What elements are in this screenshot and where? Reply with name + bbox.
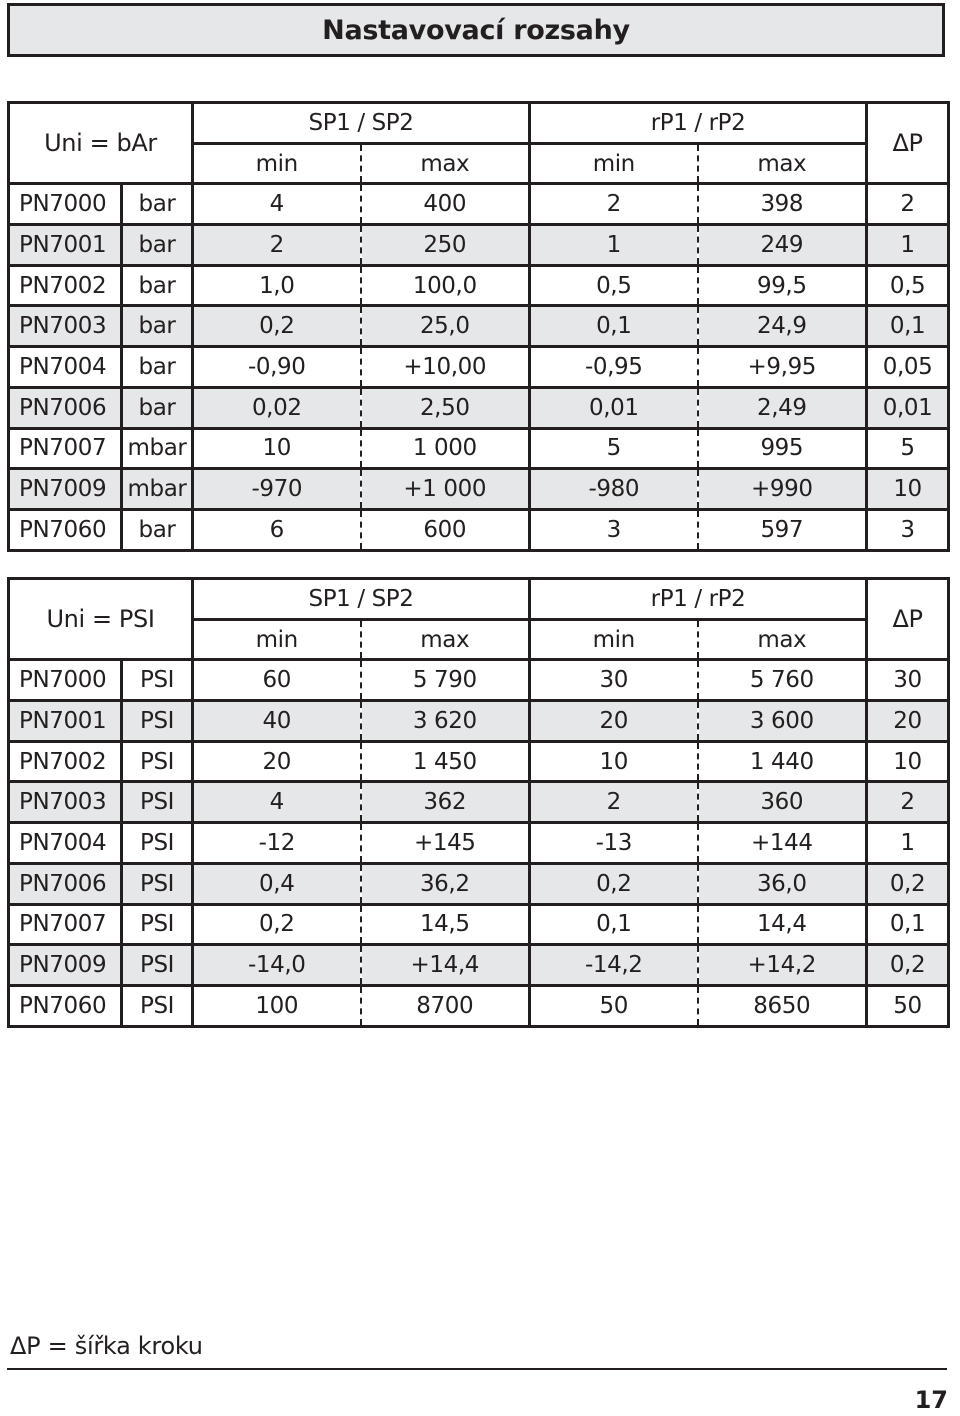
model-cell: PN7002 <box>9 741 122 782</box>
rp-max-cell: 1 440 <box>698 741 867 782</box>
delta-p-cell: 0,1 <box>867 904 949 945</box>
model-cell: PN7009 <box>9 945 122 986</box>
delta-p-header: ΔP <box>867 579 949 660</box>
sp-max-cell: 600 <box>361 509 530 550</box>
model-cell: PN7004 <box>9 823 122 864</box>
sp-max-cell: 2,50 <box>361 387 530 428</box>
table-row <box>9 823 949 864</box>
sp-max-cell: 3 620 <box>361 701 530 742</box>
table-row <box>9 782 949 823</box>
table-row <box>9 509 949 550</box>
table-row <box>9 428 949 469</box>
rp-min-cell: -13 <box>530 823 698 864</box>
table-row <box>9 660 949 701</box>
delta-p-cell: 0,5 <box>867 265 949 306</box>
rp-max-cell: +144 <box>698 823 867 864</box>
delta-p-cell: 30 <box>867 660 949 701</box>
sp-min-cell: 0,2 <box>193 306 361 347</box>
table-row <box>9 387 949 428</box>
rp-min-cell: -980 <box>530 469 698 510</box>
rp-max-cell: 14,4 <box>698 904 867 945</box>
rp-max-cell: 8650 <box>698 985 867 1026</box>
rp-max-cell: 36,0 <box>698 863 867 904</box>
delta-p-cell: 2 <box>867 782 949 823</box>
delta-p-cell: 10 <box>867 741 949 782</box>
rp-max-cell: +9,95 <box>698 347 867 388</box>
sp-min-cell: -14,0 <box>193 945 361 986</box>
model-cell: PN7009 <box>9 469 122 510</box>
group-header-sp: SP1 / SP2 <box>193 579 530 620</box>
model-cell: PN7006 <box>9 387 122 428</box>
model-cell: PN7060 <box>9 985 122 1026</box>
header-row-groups <box>9 103 949 144</box>
unit-cell: bar <box>122 184 193 225</box>
model-cell: PN7007 <box>9 904 122 945</box>
rp-max-header: max <box>757 150 807 177</box>
sp-min-cell: 6 <box>193 509 361 550</box>
sp-min-cell: -0,90 <box>193 347 361 388</box>
rp-max-header: max <box>757 626 807 653</box>
page-number: 17 <box>914 1386 948 1414</box>
sp-min-cell: 1,0 <box>193 265 361 306</box>
unit-cell: bar <box>122 387 193 428</box>
model-cell: PN7001 <box>9 225 122 266</box>
rp-max-cell: 398 <box>698 184 867 225</box>
sp-min-cell: 100 <box>193 985 361 1026</box>
sp-min-cell: -12 <box>193 823 361 864</box>
sp-max-cell: 1 450 <box>361 741 530 782</box>
unit-cell: mbar <box>122 469 193 510</box>
group-header-rp: rP1 / rP2 <box>530 103 867 144</box>
rp-min-cell: 50 <box>530 985 698 1026</box>
table-row <box>9 225 949 266</box>
unit-cell: bar <box>122 225 193 266</box>
unit-cell: PSI <box>122 823 193 864</box>
sp-max-cell: 8700 <box>361 985 530 1026</box>
model-cell: PN7007 <box>9 428 122 469</box>
uni-label: Uni = bAr <box>9 103 193 184</box>
table-row <box>9 985 949 1026</box>
rp-max-cell: +14,2 <box>698 945 867 986</box>
model-cell: PN7003 <box>9 306 122 347</box>
model-cell: PN7003 <box>9 782 122 823</box>
table-row <box>9 863 949 904</box>
rp-min-cell: 3 <box>530 509 698 550</box>
sp-max-cell: 100,0 <box>361 265 530 306</box>
rp-min-cell: 30 <box>530 660 698 701</box>
sp-min-cell: 2 <box>193 225 361 266</box>
sp-max-cell: 36,2 <box>361 863 530 904</box>
model-cell: PN7006 <box>9 863 122 904</box>
rp-max-cell: 597 <box>698 509 867 550</box>
model-cell: PN7000 <box>9 184 122 225</box>
unit-cell: PSI <box>122 660 193 701</box>
sp-min-cell: 4 <box>193 782 361 823</box>
unit-cell: PSI <box>122 782 193 823</box>
uni-label: Uni = PSI <box>9 579 193 660</box>
unit-cell: mbar <box>122 428 193 469</box>
unit-cell: PSI <box>122 945 193 986</box>
table-row <box>9 265 949 306</box>
sp-min-cell: 4 <box>193 184 361 225</box>
model-cell: PN7060 <box>9 509 122 550</box>
table-row <box>9 469 949 510</box>
delta-p-cell: 1 <box>867 225 949 266</box>
table-row <box>9 741 949 782</box>
unit-cell: bar <box>122 509 193 550</box>
group-header-sp: SP1 / SP2 <box>193 103 530 144</box>
sp-max-cell: +10,00 <box>361 347 530 388</box>
sp-min-cell: 60 <box>193 660 361 701</box>
rp-min-header: min <box>530 143 698 184</box>
rp-min-cell: 2 <box>530 184 698 225</box>
unit-cell: PSI <box>122 904 193 945</box>
delta-p-cell: 0,01 <box>867 387 949 428</box>
rp-min-cell: -14,2 <box>530 945 698 986</box>
model-cell: PN7004 <box>9 347 122 388</box>
sp-min-cell: 10 <box>193 428 361 469</box>
rp-min-header: min <box>530 619 698 660</box>
setting-range-table-bar <box>7 101 950 552</box>
model-cell: PN7001 <box>9 701 122 742</box>
delta-p-cell: 10 <box>867 469 949 510</box>
sp-max-header: max <box>361 619 530 660</box>
rp-max-cell: 99,5 <box>698 265 867 306</box>
rp-min-cell: 10 <box>530 741 698 782</box>
header-row-groups <box>9 579 949 620</box>
page-title: Nastavovací rozsahy <box>7 3 945 57</box>
delta-p-cell: 20 <box>867 701 949 742</box>
delta-p-header: ΔP <box>867 103 949 184</box>
delta-p-cell: 3 <box>867 509 949 550</box>
rp-max-cell: 24,9 <box>698 306 867 347</box>
rp-max-cell: 5 760 <box>698 660 867 701</box>
sp-max-cell: +1 000 <box>361 469 530 510</box>
table-row <box>9 184 949 225</box>
unit-cell: bar <box>122 306 193 347</box>
sp-min-cell: 40 <box>193 701 361 742</box>
sp-min-cell: 20 <box>193 741 361 782</box>
sp-max-cell: +14,4 <box>361 945 530 986</box>
delta-p-cell: 0,2 <box>867 945 949 986</box>
rp-min-cell: 20 <box>530 701 698 742</box>
unit-cell: PSI <box>122 985 193 1026</box>
model-cell: PN7002 <box>9 265 122 306</box>
table-row <box>9 306 949 347</box>
model-cell: PN7000 <box>9 660 122 701</box>
delta-p-cell: 50 <box>867 985 949 1026</box>
rp-min-cell: 0,5 <box>530 265 698 306</box>
rp-max-cell: 249 <box>698 225 867 266</box>
rp-max-cell: 360 <box>698 782 867 823</box>
delta-p-cell: 2 <box>867 184 949 225</box>
sp-max-cell: 1 000 <box>361 428 530 469</box>
delta-p-cell: 0,1 <box>867 306 949 347</box>
rp-min-cell: 0,1 <box>530 904 698 945</box>
rp-max-cell: 2,49 <box>698 387 867 428</box>
sp-min-header: min <box>193 619 361 660</box>
rp-min-cell: 0,01 <box>530 387 698 428</box>
unit-cell: bar <box>122 347 193 388</box>
sp-max-cell: 250 <box>361 225 530 266</box>
table-row <box>9 347 949 388</box>
sp-min-header: min <box>193 143 361 184</box>
group-header-rp: rP1 / rP2 <box>530 579 867 620</box>
footer-divider <box>7 1368 947 1370</box>
sp-min-cell: 0,02 <box>193 387 361 428</box>
sp-min-cell: 0,2 <box>193 904 361 945</box>
rp-min-cell: -0,95 <box>530 347 698 388</box>
rp-max-cell: 995 <box>698 428 867 469</box>
rp-max-cell: +990 <box>698 469 867 510</box>
unit-cell: PSI <box>122 863 193 904</box>
rp-min-cell: 5 <box>530 428 698 469</box>
sp-max-cell: +145 <box>361 823 530 864</box>
rp-min-cell: 2 <box>530 782 698 823</box>
rp-min-cell: 1 <box>530 225 698 266</box>
sp-min-cell: -970 <box>193 469 361 510</box>
sp-max-cell: 400 <box>361 184 530 225</box>
delta-p-cell: 1 <box>867 823 949 864</box>
delta-p-cell: 0,2 <box>867 863 949 904</box>
delta-p-cell: 5 <box>867 428 949 469</box>
unit-cell: bar <box>122 265 193 306</box>
rp-max-cell: 3 600 <box>698 701 867 742</box>
sp-max-header: max <box>361 143 530 184</box>
sp-min-cell: 0,4 <box>193 863 361 904</box>
delta-p-cell: 0,05 <box>867 347 949 388</box>
sp-max-cell: 5 790 <box>361 660 530 701</box>
table-row <box>9 945 949 986</box>
sp-max-cell: 25,0 <box>361 306 530 347</box>
sp-max-cell: 362 <box>361 782 530 823</box>
unit-cell: PSI <box>122 741 193 782</box>
unit-cell: PSI <box>122 701 193 742</box>
table-row <box>9 904 949 945</box>
rp-min-cell: 0,2 <box>530 863 698 904</box>
setting-range-table-psi <box>7 577 950 1028</box>
table-row <box>9 701 949 742</box>
footnote: ΔP = šířka kroku <box>10 1332 203 1360</box>
sp-max-cell: 14,5 <box>361 904 530 945</box>
rp-min-cell: 0,1 <box>530 306 698 347</box>
